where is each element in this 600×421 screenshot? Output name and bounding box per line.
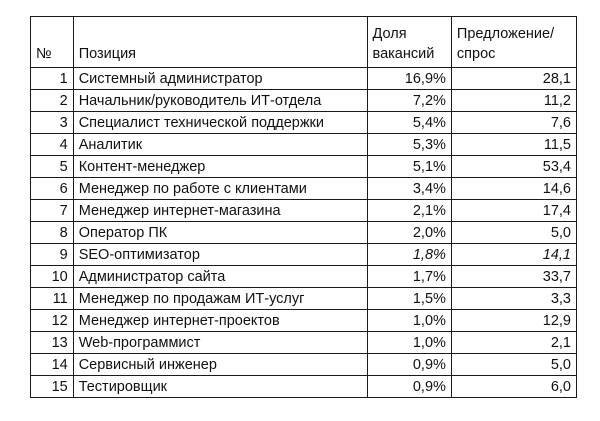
header-row [31, 17, 577, 68]
table-row [31, 68, 577, 90]
row-position: Системный администратор [73, 68, 367, 90]
row-position: SEO-оптимизатор [73, 244, 367, 266]
row-ratio: 14,1 [451, 244, 576, 266]
row-share: 5,4% [367, 112, 451, 134]
row-ratio: 6,0 [451, 376, 576, 398]
table-row [31, 354, 577, 376]
row-ratio: 17,4 [451, 200, 576, 222]
table-row [31, 178, 577, 200]
row-num: 7 [31, 200, 74, 222]
row-ratio: 28,1 [451, 68, 576, 90]
row-position: Менеджер интернет-магазина [73, 200, 367, 222]
table-body [31, 68, 577, 398]
row-share: 16,9% [367, 68, 451, 90]
table-header [31, 17, 577, 68]
header-ratio [451, 17, 576, 68]
row-position: Оператор ПК [73, 222, 367, 244]
table-row [31, 200, 577, 222]
header-num-label: № [36, 46, 52, 62]
table-row [31, 310, 577, 332]
row-ratio: 5,0 [451, 222, 576, 244]
table-row [31, 266, 577, 288]
row-position: Администратор сайта [73, 266, 367, 288]
row-ratio: 14,6 [451, 178, 576, 200]
row-share: 2,1% [367, 200, 451, 222]
row-position: Web-программист [73, 332, 367, 354]
table-row [31, 332, 577, 354]
vacancy-table [30, 16, 577, 398]
row-share: 1,0% [367, 310, 451, 332]
table-row [31, 90, 577, 112]
table-row [31, 112, 577, 134]
header-ratio-line2: спрос [456, 46, 496, 62]
row-ratio: 12,9 [451, 310, 576, 332]
header-position [73, 17, 367, 68]
row-ratio: 5,0 [451, 354, 576, 376]
header-share [367, 17, 451, 68]
table-row [31, 244, 577, 266]
row-share: 0,9% [367, 376, 451, 398]
row-position: Сервисный инженер [73, 354, 367, 376]
table-row [31, 222, 577, 244]
row-num: 3 [31, 112, 74, 134]
row-num: 14 [31, 354, 74, 376]
row-num: 10 [31, 266, 74, 288]
row-ratio: 3,3 [451, 288, 576, 310]
row-num: 2 [31, 90, 74, 112]
row-ratio: 2,1 [451, 332, 576, 354]
header-ratio-line1: Предложение/ [456, 26, 555, 42]
row-share: 5,3% [367, 134, 451, 156]
header-share-line2: вакансий [372, 46, 435, 62]
row-position: Специалист технической поддержки [73, 112, 367, 134]
row-num: 9 [31, 244, 74, 266]
row-num: 1 [31, 68, 74, 90]
row-ratio: 11,2 [451, 90, 576, 112]
row-share: 7,2% [367, 90, 451, 112]
row-share: 1,8% [367, 244, 451, 266]
row-num: 13 [31, 332, 74, 354]
row-ratio: 7,6 [451, 112, 576, 134]
row-num: 12 [31, 310, 74, 332]
row-share: 1,7% [367, 266, 451, 288]
row-position: Менеджер по работе с клиентами [73, 178, 367, 200]
row-position: Аналитик [73, 134, 367, 156]
table-row [31, 134, 577, 156]
table-row [31, 288, 577, 310]
row-position: Начальник/руководитель ИТ-отдела [73, 90, 367, 112]
header-share-line1: Доля [372, 26, 407, 42]
row-share: 1,5% [367, 288, 451, 310]
row-share: 5,1% [367, 156, 451, 178]
row-share: 0,9% [367, 354, 451, 376]
row-num: 4 [31, 134, 74, 156]
row-num: 8 [31, 222, 74, 244]
row-share: 2,0% [367, 222, 451, 244]
table-row [31, 156, 577, 178]
row-num: 15 [31, 376, 74, 398]
table-row [31, 376, 577, 398]
row-ratio: 53,4 [451, 156, 576, 178]
row-position: Менеджер интернет-проектов [73, 310, 367, 332]
row-position: Менеджер по продажам ИТ-услуг [73, 288, 367, 310]
row-ratio: 11,5 [451, 134, 576, 156]
row-share: 1,0% [367, 332, 451, 354]
row-num: 5 [31, 156, 74, 178]
header-num [31, 17, 74, 68]
row-num: 11 [31, 288, 74, 310]
header-position-label: Позиция [78, 46, 137, 62]
row-ratio: 33,7 [451, 266, 576, 288]
row-share: 3,4% [367, 178, 451, 200]
row-position: Тестировщик [73, 376, 367, 398]
row-num: 6 [31, 178, 74, 200]
row-position: Контент-менеджер [73, 156, 367, 178]
